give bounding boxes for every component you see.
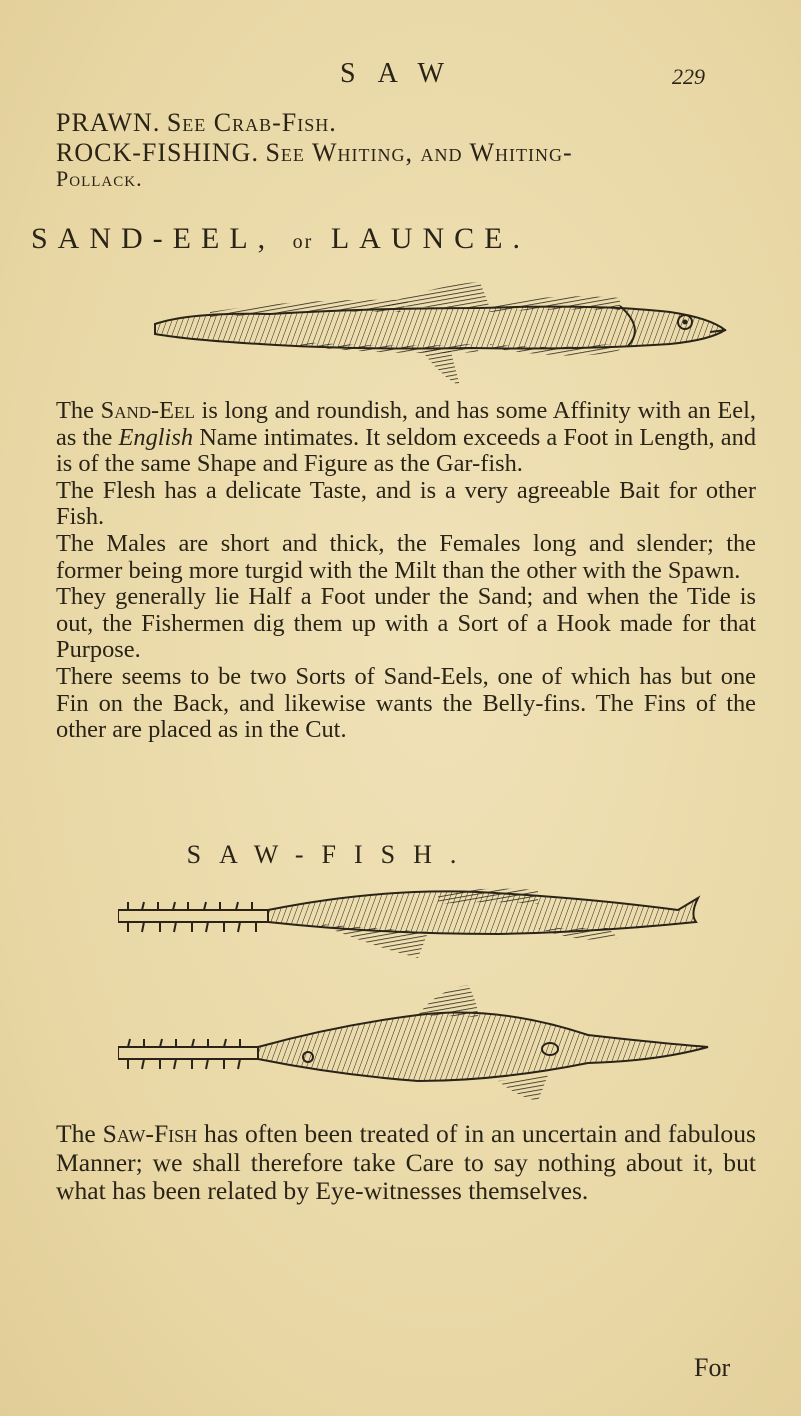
text-run: The [56,397,101,424]
text-run: is long and roundish, and has some Affinity with an Eel, as the [56,397,756,451]
sand-eel-article [56,398,756,744]
text-run: Name intimates. It seldom exceeds a Foot in Length, and is of the same Shape and Figure as the Gar-fish. [56,423,757,478]
saw-fish-article [56,1120,756,1206]
headword-smallcaps: Saw-Fish [102,1119,198,1148]
paragraph [56,398,756,478]
headword: ROCK-FISHING. [56,138,259,167]
page-header [0,58,801,98]
headword-smallcaps: Sand-Eel [100,397,195,424]
text-run: The [56,1119,103,1148]
catchword: For [694,1353,731,1382]
paragraph: The Males are short and thick, the Females long and slender; the former being more turgid with the Milt than the other with the Spawn. [56,529,756,584]
paragraph: They generally lie Half a Foot under the Sand; and when the Tide is out, the Fishermen dig them up with a Sort of a Hook made for that Purpose. [56,583,756,664]
title-part: SAND-EEL, [31,222,276,255]
paragraph: There seems to be two Sorts of Sand-Eels, one of which has but one Fin on the Back, and likewise wants the Belly-fins. The Fins of the other are placed as in the Cut. [56,662,756,744]
xref-text: See Crab-Fish. [166,108,337,137]
cross-reference-rock-fishing [56,138,573,168]
paragraph: The Flesh has a delicate Taste, and is a very agreeable Bait for other Fish. [56,476,756,531]
title-part: LAUNCE. [330,222,530,255]
saw-fish-illustration-upper [118,888,718,978]
paragraph [56,1120,756,1206]
running-head: SAW [340,58,466,89]
section-title-saw-fish: SAW-FISH. [186,840,475,869]
title-or: or [292,231,314,253]
text-run: has often been treated of in an uncertain and fabulous Manner; we shall therefore take Care to say nothing about it, but what has been related by Eye-witnesses themselves. [56,1119,756,1206]
xref-text: Pollack. [56,166,143,191]
sand-eel-illustration [150,278,730,390]
italic-word: English [118,423,194,451]
headword: PRAWN. [56,108,161,137]
section-title-sand-eel [0,222,681,256]
saw-fish-illustration-lower [118,985,718,1105]
cross-reference-continuation [56,166,143,192]
cross-reference-prawn [56,108,337,138]
xref-text: See Whiting, and Whiting- [265,138,573,167]
page-number: 229 [672,64,705,89]
